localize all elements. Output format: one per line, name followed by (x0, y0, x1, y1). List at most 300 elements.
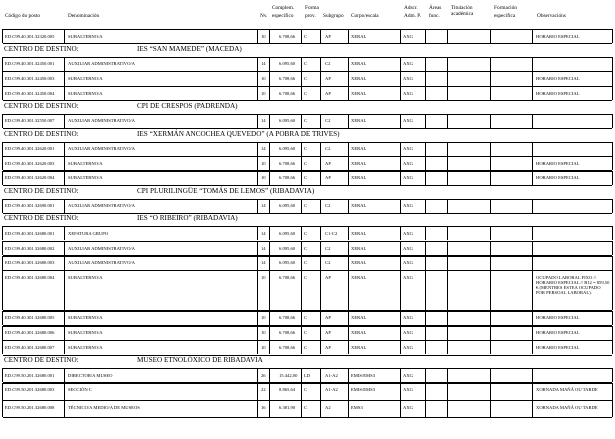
cell-adx: AXG (403, 33, 413, 39)
cell-den: SECCIÓN C (68, 387, 92, 393)
column-divider (320, 383, 321, 400)
column-divider (490, 226, 491, 240)
cell-obs: XORNADA MAÑÁ OU TARDE (536, 387, 598, 393)
cell-adx: AXG (403, 344, 413, 350)
section-name: IES “O RIBEIRO” (RIBADAVIA) (137, 214, 238, 223)
column-divider (2, 256, 3, 270)
column-divider (612, 57, 613, 71)
column-divider (2, 171, 3, 185)
cell-corp: XERAL (351, 61, 367, 67)
cell-sg: AP (325, 75, 331, 81)
column-divider (532, 256, 533, 270)
cell-comp: 6.095,60 (279, 230, 296, 236)
column-divider (320, 400, 321, 417)
row-divider (3, 171, 612, 172)
column-divider (348, 326, 349, 340)
column-divider (490, 383, 491, 400)
column-divider (2, 400, 3, 417)
cell-obs: HORARIO ESPECIAL (536, 33, 580, 39)
column-divider (612, 156, 613, 170)
cell-obs: HORARIO ESPECIAL (536, 315, 580, 321)
column-divider (490, 142, 491, 156)
cell-comp: 6.095,60 (279, 260, 296, 266)
cell-corp: XERAL (351, 118, 367, 124)
row-divider (3, 241, 612, 242)
column-divider (612, 142, 613, 156)
column-divider (532, 241, 533, 255)
column-divider (269, 256, 270, 270)
cell-sg: C2 (325, 61, 331, 67)
row-divider (3, 156, 612, 157)
column-divider (269, 400, 270, 417)
column-divider (490, 400, 491, 417)
column-divider (532, 226, 533, 240)
cell-obs: HORARIO ESPECIAL (536, 344, 580, 350)
cell-adx: AXG (403, 315, 413, 321)
column-divider (612, 256, 613, 270)
column-divider (269, 114, 270, 128)
cell-comp: 6.095,60 (279, 61, 296, 67)
column-divider (447, 199, 448, 213)
cell-nv: 14 (261, 230, 266, 236)
cell-nv: 14 (261, 61, 266, 67)
column-divider (425, 114, 426, 128)
column-divider (301, 340, 302, 354)
cell-corp: XERAL (351, 315, 367, 321)
column-divider (320, 86, 321, 100)
column-divider (257, 368, 258, 382)
column-divider (269, 270, 270, 310)
cell-adx: AXG (403, 175, 413, 181)
row-divider (3, 355, 612, 356)
column-divider (400, 400, 401, 417)
header-nv: Nv. (260, 13, 268, 19)
column-divider (400, 383, 401, 400)
column-divider (425, 368, 426, 382)
column-divider (320, 326, 321, 340)
column-divider (257, 326, 258, 340)
column-divider (269, 311, 270, 325)
cell-nv: 22 (261, 387, 266, 393)
column-divider (612, 383, 613, 400)
cell-nv: 14 (261, 146, 266, 151)
cell-form: C (304, 175, 308, 181)
cell-adx: AXG (403, 404, 413, 410)
cell-form: C (304, 203, 308, 209)
cell-comp: 6.708,66 (279, 315, 296, 321)
column-divider (2, 86, 3, 100)
column-divider (348, 29, 349, 43)
column-divider (348, 368, 349, 382)
row-divider (3, 199, 612, 200)
cell-corp: EMS3 (351, 404, 363, 410)
column-divider (400, 29, 401, 43)
header-observacions: Observacións (537, 13, 566, 19)
cell-den: AUXILIAR ADMINISTRATIVO/A (68, 118, 135, 124)
column-divider (612, 326, 613, 340)
column-divider (400, 171, 401, 185)
cell-comp: 6.095,60 (279, 146, 296, 151)
column-divider (64, 400, 65, 417)
column-divider (425, 326, 426, 340)
cell-code: ED.C99.40.301.32450.003 (5, 75, 55, 81)
column-divider (269, 86, 270, 100)
cell-sg: A1-A2 (325, 372, 338, 378)
column-divider (532, 383, 533, 400)
cell-comp: 6.708,66 (279, 344, 296, 350)
cell-corp: XERAL (351, 330, 367, 336)
column-divider (400, 311, 401, 325)
column-divider (2, 368, 3, 382)
column-divider (2, 142, 3, 156)
column-divider (400, 256, 401, 270)
column-divider (447, 114, 448, 128)
header-complem-2: específico (272, 13, 294, 19)
column-divider (301, 241, 302, 255)
column-divider (269, 226, 270, 240)
row-divider (3, 43, 612, 44)
column-divider (532, 142, 533, 156)
column-divider (447, 171, 448, 185)
cell-nv: 10 (261, 175, 266, 181)
cell-adx: AXG (403, 372, 413, 378)
column-divider (301, 226, 302, 240)
cell-den: XEFATURA GRUPO (68, 230, 109, 236)
column-divider (612, 241, 613, 255)
header-areas-1: Áreas (429, 5, 442, 11)
cell-sg: AP (325, 175, 331, 181)
column-divider (447, 57, 448, 71)
cell-adx: AXG (403, 75, 413, 81)
column-divider (64, 156, 65, 170)
column-divider (400, 340, 401, 354)
cell-nv: 10 (261, 274, 266, 280)
cell-form: C (304, 274, 308, 280)
column-divider (447, 29, 448, 43)
cell-sg: C1-C2 (325, 230, 338, 236)
column-divider (490, 71, 491, 85)
column-divider (64, 383, 65, 400)
section-label: CENTRO DE DESTINO: (4, 101, 79, 110)
column-divider (425, 256, 426, 270)
column-divider (320, 71, 321, 85)
cell-form: C (304, 75, 308, 81)
column-divider (320, 241, 321, 255)
column-divider (301, 142, 302, 156)
header-complem-1: Complem. (272, 5, 295, 11)
cell-comp: 6.708,66 (279, 175, 296, 181)
column-divider (425, 142, 426, 156)
cell-comp: 6.095,60 (279, 118, 296, 124)
cell-form: C (304, 330, 308, 336)
cell-den: SUBALTERNO/A (68, 344, 103, 350)
column-divider (320, 340, 321, 354)
column-divider (490, 241, 491, 255)
column-divider (301, 29, 302, 43)
column-divider (532, 71, 533, 85)
cell-den: SUBALTERNO/A (68, 33, 103, 39)
cell-form: C (304, 315, 308, 321)
column-divider (257, 383, 258, 400)
column-divider (348, 199, 349, 213)
cell-comp: 6.708,66 (279, 274, 296, 280)
cell-code: ED.C99.40.301.32690.001 (5, 203, 55, 209)
column-divider (612, 340, 613, 354)
column-divider (320, 29, 321, 43)
column-divider (257, 199, 258, 213)
column-divider (64, 171, 65, 185)
column-divider (447, 156, 448, 170)
column-divider (447, 400, 448, 417)
cell-sg: C2 (325, 146, 331, 151)
column-divider (320, 270, 321, 310)
column-divider (612, 270, 613, 310)
cell-den: SUBALTERNO/A (68, 274, 103, 280)
column-divider (269, 383, 270, 400)
cell-code: ED.C99.40.301.32680.004 (5, 274, 55, 280)
row-divider (3, 383, 612, 384)
column-divider (490, 171, 491, 185)
column-divider (425, 86, 426, 100)
row-divider (3, 100, 612, 101)
cell-comp: 6.095,60 (279, 245, 296, 251)
section-name: IES “SAN MAMEDE” (MACEDA) (137, 44, 242, 53)
column-divider (320, 368, 321, 382)
column-divider (257, 71, 258, 85)
column-divider (257, 311, 258, 325)
column-divider (490, 57, 491, 71)
cell-nv: 10 (261, 160, 266, 166)
cell-adx: AXG (403, 118, 413, 124)
row-divider (3, 226, 612, 227)
cell-sg: AP (325, 90, 331, 96)
column-divider (64, 340, 65, 354)
cell-corp: XERAL (351, 230, 367, 236)
column-divider (400, 114, 401, 128)
cell-nv: 10 (261, 75, 266, 81)
cell-form: C (304, 160, 308, 166)
cell-form: C (304, 387, 308, 393)
cell-comp: 6.708,66 (279, 90, 296, 96)
cell-corp: XERAL (351, 175, 367, 181)
cell-sg: C2 (325, 260, 331, 266)
column-divider (348, 311, 349, 325)
column-divider (348, 171, 349, 185)
cell-nv: 26 (261, 372, 266, 378)
header-denominacion: Denominación (68, 13, 100, 19)
cell-comp: 6.708,66 (279, 75, 296, 81)
column-divider (2, 71, 3, 85)
cell-code: ED.C99.40.301.32450.001 (5, 61, 55, 67)
column-divider (612, 86, 613, 100)
header-areas-2: func. (429, 13, 440, 19)
column-divider (269, 199, 270, 213)
cell-form: C (304, 260, 308, 266)
column-divider (2, 199, 3, 213)
cell-code: ED.C99.40.301.32620.004 (5, 175, 55, 181)
column-divider (301, 114, 302, 128)
cell-obs: HORARIO ESPECIAL (536, 175, 580, 181)
column-divider (269, 156, 270, 170)
cell-sg: C2 (325, 245, 331, 251)
row-divider (3, 142, 612, 143)
cell-adx: AXG (403, 330, 413, 336)
cell-sg: AP (325, 315, 331, 321)
row-divider (3, 86, 612, 87)
cell-sg: AP (325, 274, 331, 280)
cell-den: TÉCNICO/A MEDIO/A DE MUSEOS (68, 404, 140, 410)
column-divider (301, 311, 302, 325)
cell-corp: XERAL (351, 75, 367, 81)
column-divider (400, 57, 401, 71)
column-divider (490, 199, 491, 213)
column-divider (301, 368, 302, 382)
column-divider (490, 311, 491, 325)
column-divider (425, 226, 426, 240)
column-divider (447, 326, 448, 340)
header-corpo: Corpo/escala (351, 13, 379, 19)
cell-corp: XERAL (351, 90, 367, 96)
row-divider (3, 213, 612, 214)
column-divider (612, 226, 613, 240)
column-divider (257, 340, 258, 354)
row-divider (3, 311, 612, 312)
cell-code: ED.C99.50.201.32680.008 (5, 404, 55, 410)
column-divider (400, 241, 401, 255)
section-name: IES “XERMÁN ANCOCHEA QUEVEDO” (A POBRA DE TRIVES) (137, 129, 340, 138)
section-label: CENTRO DE DESTINO: (4, 356, 79, 364)
row-divider (3, 340, 612, 341)
cell-den: SUBALTERNO/A (68, 330, 103, 336)
column-divider (447, 383, 448, 400)
column-divider (490, 340, 491, 354)
cell-nv: 14 (261, 260, 266, 266)
cell-adx: AXG (403, 203, 413, 209)
cell-code: ED.C99.50.201.32680.003 (5, 387, 55, 393)
cell-den: DIRECTOR/A MUSEO (68, 372, 113, 378)
column-divider (64, 114, 65, 128)
cell-code: ED.C99.40.301.32620.003 (5, 160, 55, 166)
cell-adx: AXG (403, 274, 413, 280)
column-divider (425, 29, 426, 43)
column-divider (64, 241, 65, 255)
cell-corp: XERAL (351, 146, 367, 151)
cell-code: ED.C99.40.301.32680.003 (5, 260, 55, 266)
column-divider (400, 156, 401, 170)
column-divider (532, 171, 533, 185)
column-divider (532, 400, 533, 417)
cell-sg: AP (325, 344, 331, 350)
column-divider (257, 114, 258, 128)
column-divider (425, 57, 426, 71)
column-divider (425, 71, 426, 85)
column-divider (532, 114, 533, 128)
column-divider (425, 199, 426, 213)
cell-comp: 15.442,00 (279, 372, 298, 378)
cell-comp: 6.381,90 (279, 404, 296, 410)
column-divider (532, 199, 533, 213)
header-forma-1: Forma (305, 5, 319, 11)
column-divider (64, 57, 65, 71)
row-divider (3, 114, 612, 115)
header-formacion-1: Formación (494, 5, 517, 11)
column-divider (400, 71, 401, 85)
column-divider (400, 226, 401, 240)
column-divider (320, 256, 321, 270)
column-divider (269, 326, 270, 340)
column-divider (612, 29, 613, 43)
row-divider (3, 71, 612, 72)
column-divider (269, 57, 270, 71)
row-divider (3, 256, 612, 257)
column-divider (400, 270, 401, 310)
column-divider (400, 326, 401, 340)
header-titulacion: Titulación académica (451, 5, 474, 17)
column-divider (425, 400, 426, 417)
column-divider (425, 171, 426, 185)
cell-sg: A2 (325, 404, 331, 410)
cell-code: ED.C99.40.301.32680.001 (5, 230, 55, 236)
column-divider (490, 86, 491, 100)
column-divider (301, 171, 302, 185)
cell-sg: A1-A2 (325, 387, 338, 393)
cell-obs: OCUPADO LABORAL FIXO // HORARIO ESPECIAL // B12 = 859,50 € (MENTRES ESTEA OCUPADO POR PERSOAL LABORAL). (536, 274, 610, 295)
cell-comp: 8.865,64 (279, 387, 296, 393)
column-divider (348, 86, 349, 100)
column-divider (64, 256, 65, 270)
row-divider (3, 326, 612, 327)
cell-form: C (304, 230, 308, 236)
column-divider (532, 29, 533, 43)
header-subgrupo: Subgrupo (323, 13, 344, 19)
section-name: MUSEO ETNOLÓXICO DE RIBADAVIA (137, 356, 263, 364)
column-divider (257, 57, 258, 71)
row-divider (3, 57, 612, 58)
cell-den: SUBALTERNO/A (68, 75, 103, 81)
column-divider (490, 270, 491, 310)
column-divider (532, 326, 533, 340)
cell-corp: EMIS/EMS3 (351, 387, 375, 393)
column-divider (320, 156, 321, 170)
section-name: CPI PLURILINGÜE “TOMÁS DE LEMOS” (RIBADAVIA) (137, 186, 315, 195)
cell-adx: AXG (403, 160, 413, 166)
column-divider (269, 340, 270, 354)
column-divider (425, 156, 426, 170)
section-label: CENTRO DE DESTINO: (4, 186, 79, 195)
column-divider (64, 326, 65, 340)
cell-code: ED.C99.50.201.32680.001 (5, 372, 55, 378)
column-divider (348, 142, 349, 156)
cell-form: C (304, 118, 308, 124)
column-divider (257, 270, 258, 310)
column-divider (64, 226, 65, 240)
column-divider (348, 383, 349, 400)
cell-code: ED.C99.40.301.32680.007 (5, 344, 55, 350)
column-divider (301, 199, 302, 213)
cell-nv: 10 (261, 90, 266, 96)
cell-code: ED.C99.40.301.32680.005 (5, 315, 55, 321)
cell-adx: AXG (403, 146, 413, 151)
column-divider (532, 156, 533, 170)
cell-obs: XORNADA MAÑÁ OU TARDE (536, 404, 598, 410)
column-divider (257, 226, 258, 240)
cell-form: C (304, 90, 308, 96)
column-divider (320, 114, 321, 128)
section-name: CPI DE CRESPOS (PADRENDA) (137, 101, 238, 110)
column-divider (301, 256, 302, 270)
cell-nv: 10 (261, 33, 266, 39)
column-divider (425, 270, 426, 310)
